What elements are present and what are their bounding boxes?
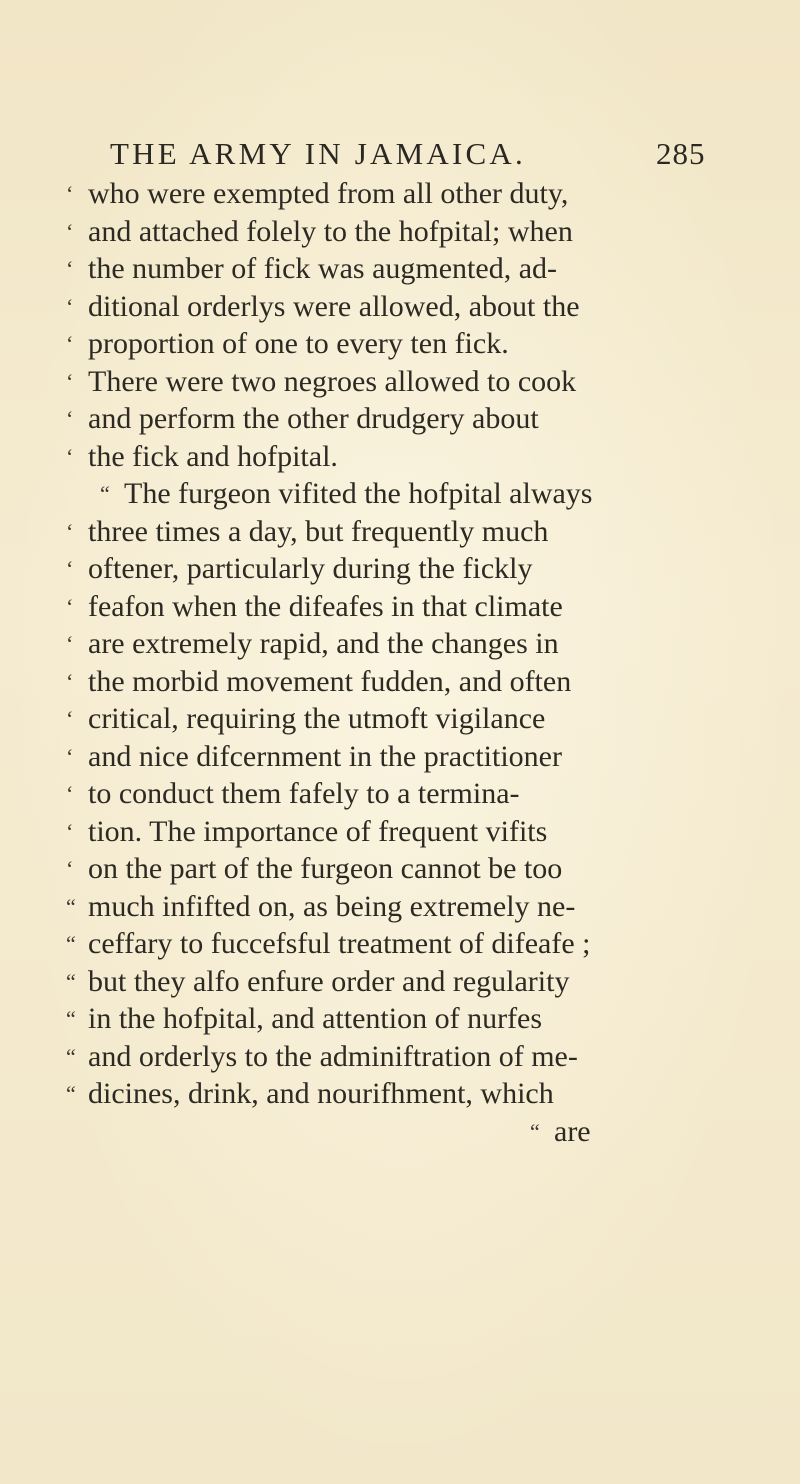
line-text: the fick and hofpital. [88,439,338,473]
running-title: THE ARMY IN JAMAICA. [110,136,526,171]
quote-mark: ‘ [66,218,74,244]
quote-mark: “ [66,968,76,994]
text-line [66,438,746,476]
quote-mark: ‘ [66,256,74,281]
quote-mark: “ [66,1006,76,1031]
text-line [66,663,746,701]
text-line [66,1000,746,1038]
quote-mark: “ [66,931,76,956]
text-line [66,700,746,738]
quote-mark: ‘ [66,331,74,356]
text-line [66,588,746,626]
text-line [66,625,746,663]
text-line [66,775,746,813]
quote-mark: ‘ [66,743,74,769]
line-text: who were exempted from all other duty, [88,177,569,210]
text-line [66,513,746,551]
line-text: in the hofpital, and attention of nurfes [88,1002,543,1035]
quote-mark: ‘ [66,556,74,581]
quote-mark: ‘ [66,706,74,731]
line-text: on the part of the furgeon cannot be too [88,852,563,885]
line-text: the morbid movement fudden, and often [88,664,572,698]
text-line [66,1038,746,1076]
line-text: are extremely rapid, and the changes in [88,627,559,660]
line-text: oftener, particularly during the fickly [88,552,533,585]
text-line [66,400,746,438]
quote-mark: “ [530,1118,540,1144]
quote-mark: ‘ [66,368,74,394]
catchword: are [554,1114,591,1148]
page-number: 285 [656,136,706,171]
quote-mark: “ [66,1081,76,1106]
line-text: but they alfo enfure order and regularity [88,964,570,998]
text-line [66,250,746,288]
line-text: to conduct them fafely to a termina- [88,777,520,810]
text-line [66,288,746,326]
quote-mark: ‘ [66,181,74,206]
text-line [66,175,746,213]
quote-mark: “ [66,1043,76,1069]
text-line [66,325,746,363]
line-text: the number of fick was augmented, ad- [88,252,557,285]
text-line [66,963,746,1001]
quote-mark: ‘ [66,293,74,319]
quote-mark: ‘ [66,781,74,806]
line-text: ditional orderlys were allowed, about the [88,289,580,323]
text-line [66,813,746,851]
line-text: proportion of one to every ten fick. [88,327,509,360]
text-line-paragraph-start [66,475,746,513]
text-line [66,888,746,926]
line-text: tion. The importance of frequent vifits [88,814,548,848]
line-text: and orderlys to the adminiftration of me- [88,1039,578,1073]
quote-mark: ‘ [66,406,74,431]
line-text: There were two negroes allowed to cook [88,364,577,398]
text-line [66,1075,746,1113]
text-line [66,213,746,251]
line-text: critical, requiring the utmoft vigilance [88,702,546,735]
line-text: dicines, drink, and nourifhment, which [88,1077,554,1110]
line-text: feafon when the difeafes in that climate [88,589,563,623]
text-line [66,550,746,588]
line-text: and nice difcernment in the practitioner [88,739,562,773]
text-line [66,925,746,963]
catchword-line [66,1113,746,1151]
line-text: three times a day, but frequently much [88,514,549,548]
quote-mark: “ [100,481,110,506]
quote-mark: ‘ [66,518,74,544]
text-line [66,738,746,776]
quote-mark: ‘ [66,443,74,469]
line-text: ceffary to fuccefsful treatment of difeafe ; [88,927,591,960]
quote-mark: “ [66,893,76,919]
quote-mark: ‘ [66,856,74,881]
running-head [110,136,730,176]
quote-mark: ‘ [66,668,74,694]
quote-mark: ‘ [66,631,74,656]
quote-mark: ‘ [66,818,74,844]
text-line [66,363,746,401]
quote-mark: ‘ [66,593,74,619]
line-text: and perform the other drudgery about [88,402,539,435]
body-text [66,175,746,1150]
line-text: The furgeon vifited the hofpital always [124,477,593,510]
line-text: much infifted on, as being extremely ne- [88,889,576,923]
text-line [66,850,746,888]
line-text: and attached folely to the hofpital; when [88,214,573,248]
